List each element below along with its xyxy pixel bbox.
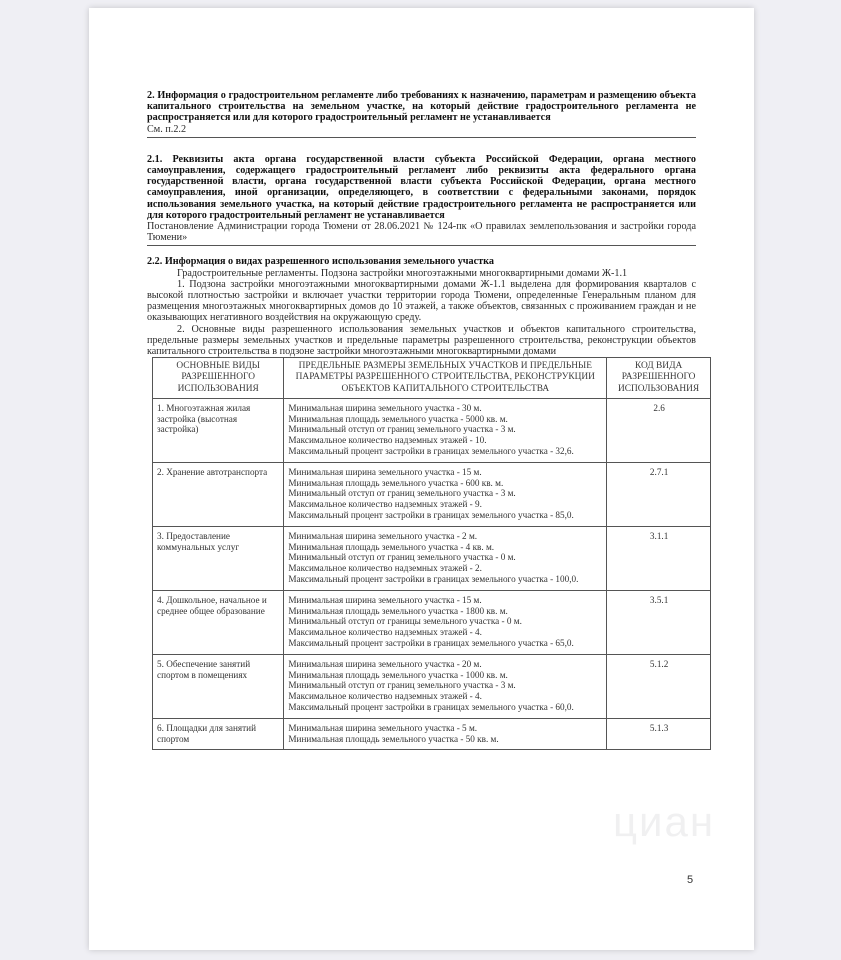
parameters-cell [284, 462, 607, 526]
section-2-heading: 2. Информация о градостроительном регламенте либо требованиях к назначению, параметрам и размещению объекта капитального строительства на земельном участке, на который действие градостроительного регламента не распространяется или для которого градостроительный регламент не устанавливается [147, 90, 696, 124]
section-2 [147, 90, 696, 138]
page-number: 5 [687, 874, 694, 886]
parameter-line: Минимальная площадь земельного участка - 1800 кв. м. [288, 605, 508, 616]
parameters-cell [284, 718, 607, 750]
table-row [153, 398, 711, 462]
parameter-line: Минимальная площадь земельного участка - 1000 кв. м. [288, 669, 508, 680]
parameter-line: Минимальный отступ от границ земельного участка - 3 м. [288, 680, 516, 691]
parameter-line: Минимальный отступ от границ земельного участка - 3 м. [288, 424, 516, 435]
parameter-line: Минимальная ширина земельного участка - 5 м. [288, 722, 478, 733]
section-divider [147, 137, 696, 138]
parameter-line: Максимальный процент застройки в границах земельного участка - 65,0. [288, 638, 574, 649]
use-type-cell: 1. Многоэтажная жилая застройка (высотная застройка) [153, 398, 284, 462]
use-type-cell: 6. Площадки для занятий спортом [153, 718, 284, 750]
parameter-line: Минимальная площадь земельного участка - 4 кв. м. [288, 541, 495, 552]
section-2-2-paragraph-1: 1. Подзона застройки многоэтажными многоквартирными домами Ж-1.1 выделена для формирования кварталов с высокой плотностью застройки и включает участки территории города Тюмени, определенные Генеральным планом для размещения многоэтажных многоквартирных домов до 10 этажей, а также объектов, связанных с проживанием граждан и не оказывающих негативного воздействия на окружающую среду. [147, 278, 696, 324]
section-2-1-heading: 2.1. Реквизиты акта органа государственной власти субъекта Российской Федерации, органа местного самоуправления, содержащего градостроительный регламент либо реквизиты акта федерального органа государственной власти, органа государственной власти субъекта Российской Федерации, органа местного самоуправления, иной организации, определяющего, в соответствии с федеральными законами, порядок использования земельного участка, на который действие градостроительного регламента не распространяется или для которого градостроительный регламент не устанавливается [147, 153, 696, 221]
use-code-cell: 2.7.1 [607, 462, 711, 526]
parameter-line: Максимальное количество надземных этажей - 4. [288, 691, 482, 702]
page-content [147, 90, 700, 750]
parameter-line: Максимальное количество надземных этажей - 9. [288, 499, 482, 510]
parameter-line: Минимальная ширина земельного участка - 30 м. [288, 402, 482, 413]
table-row [153, 526, 711, 590]
use-code-cell: 3.5.1 [607, 590, 711, 654]
parameter-line: Минимальная ширина земельного участка - 15 м. [288, 594, 482, 605]
parameters-cell [284, 398, 607, 462]
parameters-cell [284, 654, 607, 718]
parameter-line: Минимальная площадь земельного участка - 600 кв. м. [288, 477, 504, 488]
parameter-line: Минимальная площадь земельного участка - 5000 кв. м. [288, 413, 508, 424]
table-header-row [153, 358, 711, 399]
parameter-line: Минимальный отступ от границ земельного участка - 3 м. [288, 488, 516, 499]
section-2-1 [147, 154, 696, 247]
section-2-2-subtitle: Градостроительные регламенты. Подзона застройки многоэтажными многоквартирными домами Ж-1.1 [177, 267, 628, 279]
use-code-cell: 3.1.1 [607, 526, 711, 590]
section-2-2-heading: 2.2. Информация о видах разрешенного использования земельного участка [147, 256, 494, 268]
parameter-line: Минимальная ширина земельного участка - 2 м. [288, 530, 478, 541]
document-page [89, 8, 754, 950]
parameter-line: Максимальное количество надземных этажей - 10. [288, 435, 487, 446]
parameter-line: Максимальный процент застройки в границах земельного участка - 32,6. [288, 446, 574, 457]
table-body [153, 398, 711, 750]
parameter-line: Минимальная ширина земельного участка - 15 м. [288, 466, 482, 477]
table-row [153, 590, 711, 654]
header-parameters: ПРЕДЕЛЬНЫЕ РАЗМЕРЫ ЗЕМЕЛЬНЫХ УЧАСТКОВ И ПРЕДЕЛЬНЫЕ ПАРАМЕТРЫ РАЗРЕШЕННОГО СТРОИТЕЛЬСТВА, РЕКОНСТРУКЦИИ ОБЪЕКТОВ КАПИТАЛЬНОГО СТРОИТЕЛЬСТВА [284, 358, 607, 399]
section-2-1-text: Постановление Администрации города Тюмени от 28.06.2021 № 124-пк «О правилах землепользования и застройки города Тюмени» [147, 221, 696, 244]
table-row [153, 654, 711, 718]
header-use-type: ОСНОВНЫЕ ВИДЫ РАЗРЕШЕННОГО ИСПОЛЬЗОВАНИЯ [153, 358, 284, 399]
use-code-cell: 5.1.2 [607, 654, 711, 718]
table-row [153, 462, 711, 526]
parameter-line: Минимальный отступ от границы земельного участка - 0 м. [288, 616, 522, 627]
table-row [153, 718, 711, 750]
parameter-line: Максимальный процент застройки в границах земельного участка - 100,0. [288, 574, 579, 585]
parameters-cell [284, 590, 607, 654]
parameter-line: Минимальная площадь земельного участка - 50 кв. м. [288, 733, 499, 744]
use-type-cell: 3. Предоставление коммунальных услуг [153, 526, 284, 590]
section-2-2-paragraph-2: 2. Основные виды разрешенного использования земельных участков и объектов капитального строительства, предельные размеры земельных участков и предельные параметры разрешенного строительства, реконструкции объектов капитального строительства в подзоне застройки многоэтажными многоквартирными домами [147, 323, 696, 358]
parameter-line: Максимальный процент застройки в границах земельного участка - 85,0. [288, 510, 574, 521]
parameter-line: Максимальный процент застройки в границах земельного участка - 60,0. [288, 702, 574, 712]
use-type-cell: 5. Обеспечение занятий спортом в помещениях [153, 654, 284, 718]
parameter-line: Максимальное количество надземных этажей - 4. [288, 627, 482, 638]
parameter-line: Максимальное количество надземных этажей - 2. [288, 563, 482, 574]
section-divider [147, 245, 696, 246]
parameter-line: Минимальный отступ от границ земельного участка - 0 м. [288, 552, 516, 563]
use-code-cell: 5.1.3 [607, 718, 711, 750]
header-use-code: КОД ВИДА РАЗРЕШЕННОГО ИСПОЛЬЗОВАНИЯ [607, 358, 711, 399]
section-2-text: См. п.2.2 [147, 123, 187, 135]
parameters-cell [284, 526, 607, 590]
section-2-2 [147, 256, 696, 357]
parameter-line: Минимальная ширина земельного участка - 20 м. [288, 658, 482, 669]
regulations-table [152, 357, 711, 750]
use-type-cell: 2. Хранение автотранспорта [153, 462, 284, 526]
use-code-cell: 2.6 [607, 398, 711, 462]
use-type-cell: 4. Дошкольное, начальное и среднее общее образование [153, 590, 284, 654]
watermark: циан [613, 798, 716, 845]
